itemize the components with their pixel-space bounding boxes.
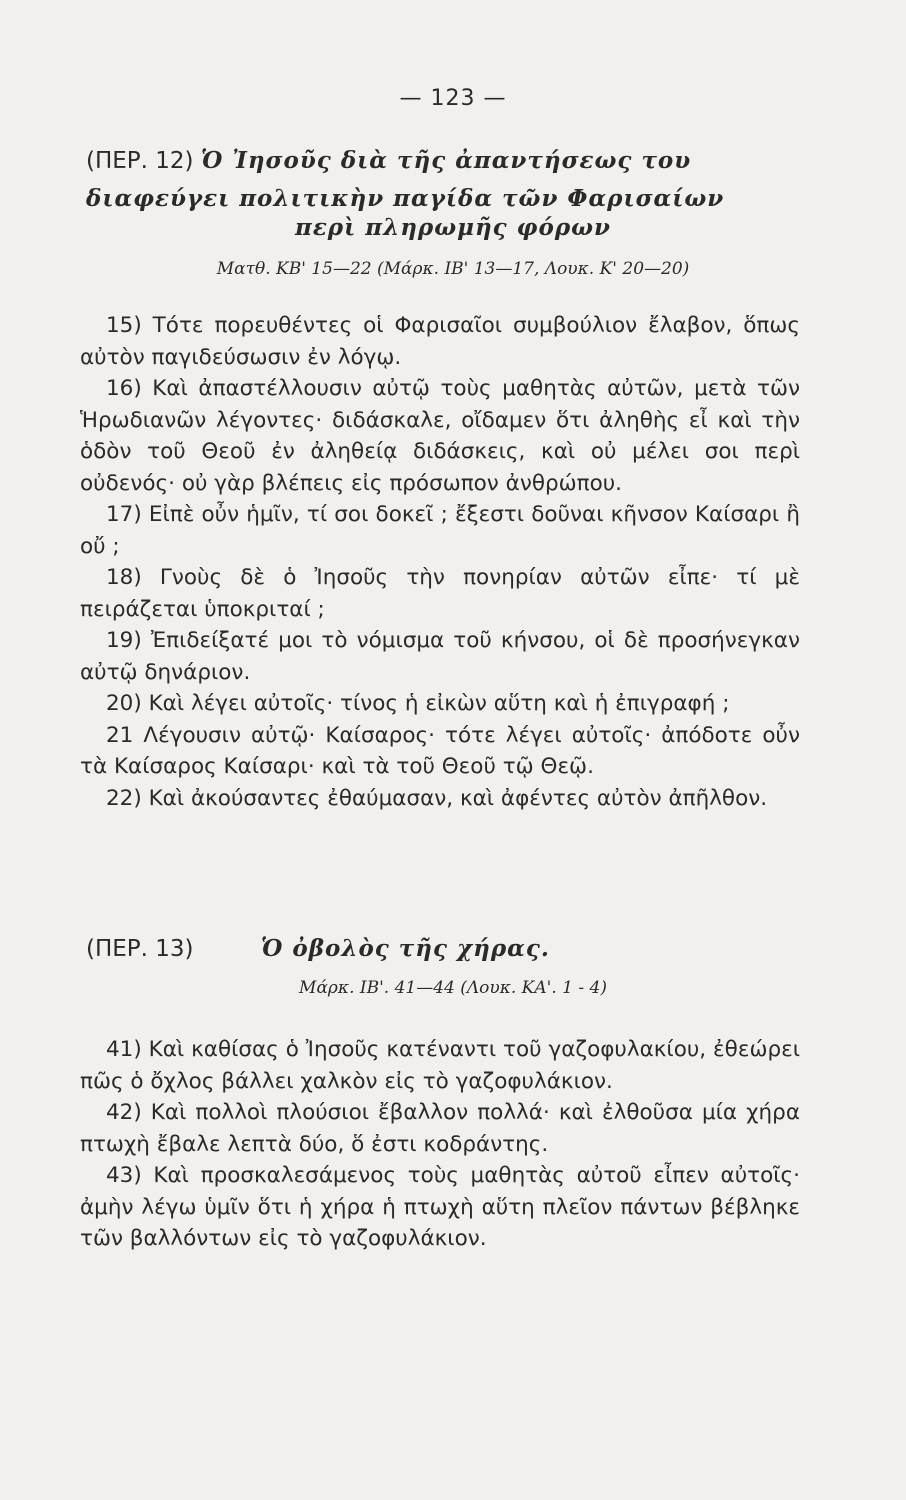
verse-19: 19) Ἐπιδείξατέ μοι τὸ νόμισμα τοῦ κήνσου, οἱ δὲ προσήνεγκαν αὐτῷ δηνάριον. [80,628,800,685]
page-number: — 123 — [399,86,507,111]
verse-20: 20) Καὶ λέγει αὐτοῖς· τίνος ἡ εἰκὼν αὕτη καὶ ἡ ἐπιγραφή ; [106,691,730,716]
section-13-label: (ΠΕΡ. 13) [86,936,194,962]
section-13-title: Ὁ ὀβολὸς τῆς χήρας. [260,935,550,962]
verse-42: 42) Καὶ πολλοὶ πλούσιοι ἔβαλλον πολλά· καὶ ἐλθοῦσα μία χήρα πτωχὴ ἔβαλε λεπτὰ δύο, ὅ ἐστι κοδράντης. [80,1100,800,1157]
section-12-subtitle: περὶ πληρωμῆς φόρων [294,214,611,241]
section-12-label: (ΠΕΡ. 12) [86,148,194,174]
verse-15: 15) Τότε πορευθέντες οἱ Φαρισαῖοι συμβούλιον ἔλαβον, ὅπως αὐτὸν παγιδεύσωσιν ἐν λόγῳ. [80,313,800,370]
verse-43: 43) Καὶ προσκαλεσάμενος τοὺς μαθητὰς αὐτοῦ εἶπεν αὐτοῖς· ἀμὴν λέγω ὑμῖν ὅτι ἡ χήρα ἡ πτωχὴ αὕτη πλεῖον πάντων βέβληκε τῶν βαλλόντων εἰς τὸ γαζοφυλάκιον. [80,1163,800,1251]
section-12-heading [86,142,816,218]
section-12-references: Ματθ. ΚΒ' 15—22 (Μάρκ. ΙΒ' 13—17, Λουκ. Κ' 20—20) [216,259,690,279]
section-12-title: Ὁ Ἰησοῦς διὰ τῆς ἀπαντήσεως του διαφεύγει πολιτικὴν παγίδα τῶν Φαρισαίων [86,147,725,212]
verse-21: 21 Λέγουσιν αὐτῷ· Καίσαρος· τότε λέγει αὐτοῖς· ἀπόδοτε οὖν τὰ Καίσαρος Καίσαρι· καὶ τὰ τοῦ Θεοῦ τῷ Θεῷ. [80,722,800,779]
verse-16: 16) Καὶ ἀπαστέλλουσιν αὐτῷ τοὺς μαθητὰς αὐτῶν, μετὰ τῶν Ἡρωδιανῶν λέγοντες· διδάσκαλε, οἴδαμεν ὅτι ἀληθὴς εἶ καὶ τὴν ὁδὸν τοῦ Θεοῦ ἐν ἀληθείᾳ διδάσκεις, καὶ οὐ μέλει σοι περὶ οὐδενός· οὐ γὰρ βλέπεις εἰς πρόσωπον ἀνθρώπου. [80,376,800,496]
section-13-verses [80,1034,800,1255]
verse-18: 18) Γνοὺς δὲ ὁ Ἰησοῦς τὴν πονηρίαν αὐτῶν εἶπε· τί μὲ πειράζεται ὑποκριταί ; [80,565,800,622]
section-12-verses [80,310,800,814]
section-13-references: Μάρκ. ΙΒ'. 41—44 (Λουκ. ΚΑ'. 1 - 4) [299,978,607,998]
verse-41: 41) Καὶ καθίσας ὁ Ἰησοῦς κατέναντι τοῦ γαζοφυλακίου, ἐθεώρει πῶς ὁ ὄχλος βάλλει χαλκὸν εἰς τὸ γαζοφυλάκιον. [80,1037,800,1094]
verse-17: 17) Εἰπὲ οὖν ἡμῖν, τί σοι δοκεῖ ; ἔξεστι δοῦναι κῆνσον Καίσαρι ἢ οὔ ; [80,502,800,559]
section-13-heading [86,930,816,968]
verse-22: 22) Καὶ ἀκούσαντες ἐθαύμασαν, καὶ ἀφέντες αὐτὸν ἀπῆλθον. [106,785,768,811]
